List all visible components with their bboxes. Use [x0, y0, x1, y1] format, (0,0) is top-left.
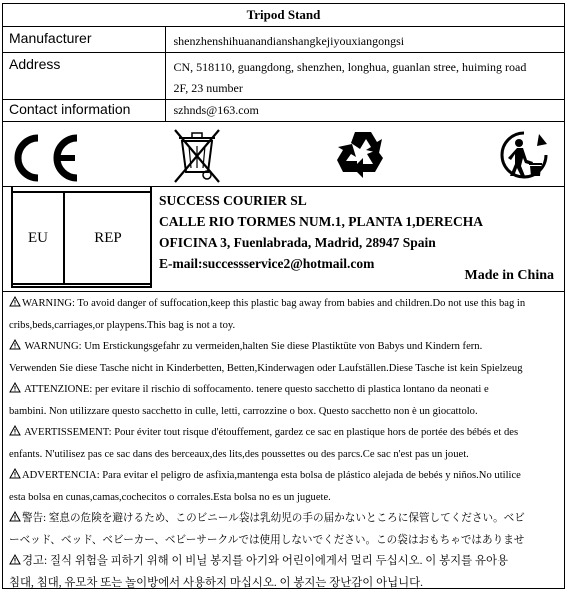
warning-de-line: Verwenden Sie diese Tasche nicht in Kinderbetten, Betten,Kinderwagen oder Laufställen.Diese Tasche ist kein Spielzeug [9, 358, 564, 380]
recycle-icon [335, 128, 391, 182]
warning-it-line: ATTENZIONE: per evitare il rischio di soffocamento. tenere questo sacchetto di plastica lontano da neonati e [9, 379, 564, 401]
warning-triangle-icon [9, 425, 21, 436]
label-title: Tripod Stand [3, 4, 564, 27]
info-label: Contact information [3, 100, 165, 122]
warning-ja-line: ーベッド、ベッド、ベビーカー、ベビーサークルでは使用しないでください。この袋はおもちゃではありませ [9, 530, 564, 552]
warnings-section [3, 292, 564, 594]
product-label [2, 3, 565, 589]
warning-ko-line: 침대, 침대, 유모차 또는 놀이방에서 사용하지 마십시오. 이 봉지는 장난감이 아닙니다. [9, 573, 564, 594]
address-line: CN, 518110, guangdong, shenzhen, longhua, guanlan stree, huiming road [174, 57, 565, 78]
eu-rep-email: E-mail:successservice2@hotmail.com [159, 253, 483, 274]
address-line: 2F, 23 number [174, 78, 565, 99]
info-row-manufacturer [3, 27, 564, 53]
ce-mark-icon [7, 132, 83, 184]
warning-ko-line: 경고: 질식 위험을 피하기 위해 이 비닐 봉지를 아기와 어린이에게서 멀리 두십시오. 이 봉지를 유아용 [9, 551, 564, 573]
warning-triangle-icon [9, 468, 21, 479]
warning-es-line: esta bolsa en cunas,camas,cochecitos o corrales.Esta bolsa no es un juguete. [9, 487, 564, 509]
eu-rep-address [159, 190, 483, 274]
info-label: Manufacturer [3, 27, 165, 53]
warning-es-line: ADVERTENCIA: Para evitar el peligro de asfixia,mantenga esta bolsa de plástico alejada de bebés y niños.No utilice [9, 465, 564, 487]
warning-fr-line: enfants. N'utilisez pas ce sac dans des berceaux,des lits,des poussettes ou des parcs.Ce sac n'est pas un jouet. [9, 444, 564, 466]
warning-it-line: bambini. Non utilizzare questo sacchetto in culle, letti, carrozzine o box. Questo sacchetto non è un giocattolo. [9, 401, 564, 423]
info-value [165, 53, 564, 100]
warning-en-line: cribs,beds,carriages,or playpens.This bag is not a toy. [9, 315, 564, 337]
info-value: shenzhenshihuanandianshangkejiyouxiangongsi [165, 27, 564, 53]
eu-rep-section [3, 187, 564, 292]
warning-triangle-icon [9, 382, 21, 393]
crossed-bin-icon [169, 126, 225, 184]
rep-label: REP [63, 191, 151, 285]
made-in-label: Made in China [465, 268, 554, 284]
warning-fr-line: AVERTISSEMENT: Pour éviter tout risque d'étouffement, gardez ce sac en plastique hors de portée des bébés et des [9, 422, 564, 444]
warning-triangle-icon [9, 554, 21, 565]
tidyman-icon [499, 130, 549, 180]
eu-rep-symbol [11, 187, 152, 288]
warning-en-line: WARNING: To avoid danger of suffocation,keep this plastic bag away from babies and children.Do not use this bag in [9, 293, 564, 315]
warning-triangle-icon [9, 511, 21, 522]
warning-ja-line: 警告: 窒息の危険を避けるため、このビニール袋は乳幼児の手の届かないところに保管してください。ベビ [9, 508, 564, 530]
info-value: szhnds@163.com [165, 100, 564, 122]
warning-triangle-icon [9, 339, 21, 350]
eu-rep-line: SUCCESS COURIER SL [159, 190, 483, 211]
certification-icons [3, 122, 564, 187]
info-row-contact [3, 100, 564, 122]
eu-rep-line: CALLE RIO TORMES NUM.1, PLANTA 1,DERECHA [159, 211, 483, 232]
eu-label: EU [13, 191, 65, 285]
info-row-address [3, 53, 564, 100]
eu-rep-line: OFICINA 3, Fuenlabrada, Madrid, 28947 Spain [159, 232, 483, 253]
info-label: Address [3, 53, 165, 100]
warning-triangle-icon [9, 296, 21, 307]
info-table [3, 27, 564, 122]
warning-de-line: WARNUNG: Um Erstickungsgefahr zu vermeiden,halten Sie diese Plastiktüte von Babys und Kindern fern. [9, 336, 564, 358]
